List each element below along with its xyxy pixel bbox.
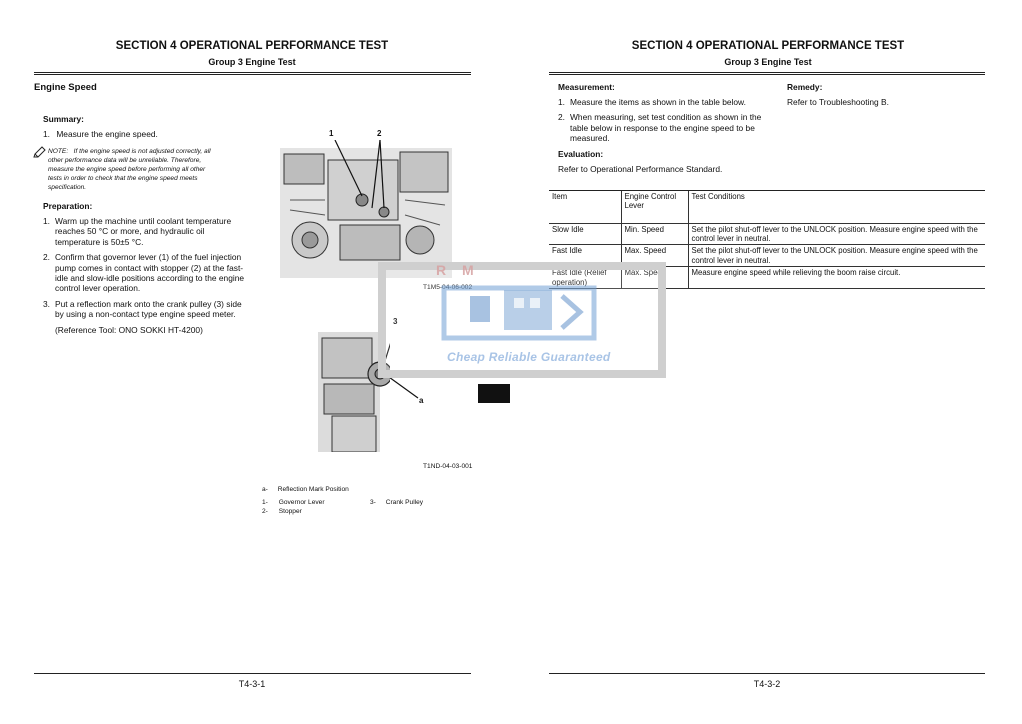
preparation-label: Preparation: — [43, 201, 93, 211]
summary-label: Summary: — [43, 114, 84, 124]
table-cell: Set the pilot shut-off lever to the UNLOCK position. Measure engine speed with the control lever in neutral. — [688, 223, 985, 245]
left-header-rule — [34, 72, 471, 75]
callout-1: 1 — [329, 129, 334, 138]
legend-key: 2- — [262, 508, 268, 515]
summary-item-number: 1. — [43, 129, 50, 139]
evaluation-label: Evaluation: — [558, 149, 604, 159]
governor-lever-figure — [280, 140, 452, 278]
note-line: measure the engine speed before performing all other — [48, 166, 206, 173]
item-number: 3. — [43, 298, 50, 309]
table-cell: Set the pilot shut-off lever to the UNLOCK position. Measure engine speed with the control lever in neutral. — [688, 245, 985, 267]
preparation-item — [43, 299, 268, 320]
item-line: table below in response to the engine speed to be — [570, 122, 755, 133]
left-footer-rule — [34, 673, 471, 674]
note-line: other performance data will be unreliable. Therefore, — [48, 157, 202, 164]
note-line-text: If the engine speed is not adjusted correctly, all — [73, 148, 211, 155]
table-cell: Max. Speed — [621, 267, 688, 289]
legend-entry — [370, 498, 423, 507]
table-cell: Measure engine speed while relieving the boom raise circuit. — [688, 267, 985, 289]
legend-entry — [262, 485, 349, 494]
legend-key: a- — [262, 486, 268, 493]
table-row — [549, 223, 985, 245]
note-block — [48, 147, 263, 192]
right-page-number: T4-3-2 — [753, 679, 781, 689]
item-line: by using a non-contact type engine speed meter. — [55, 309, 236, 320]
item-line: Confirm that governor lever (1) of the fuel injection — [55, 252, 242, 263]
figure1-code: T1M5-04-06-002 — [423, 284, 473, 291]
item-line: When measuring, set test condition as shown in the — [570, 112, 762, 123]
table-header-row — [549, 191, 985, 223]
note-line: specification. — [48, 184, 87, 191]
note-line: tests in order to check that the engine speed meets — [48, 175, 198, 182]
preparation-item — [43, 216, 268, 247]
measurement-label: Measurement: — [558, 82, 615, 92]
right-footer-rule — [549, 673, 985, 674]
item-line: measured. — [570, 133, 610, 144]
item-line: Warm up the machine until coolant temperature — [55, 216, 232, 226]
summary-list — [43, 129, 263, 139]
note-label: NOTE: — [48, 148, 69, 155]
measurement-item — [558, 97, 768, 107]
callout-2: 2 — [377, 129, 382, 138]
right-group-title: Group 3 Engine Test — [724, 57, 812, 67]
callout-a: a — [419, 396, 424, 405]
legend-key: 1- — [262, 499, 268, 506]
item-line: temperature is 50±5 °C. — [55, 236, 144, 247]
item-line: Put a reflection mark onto the crank pulley (3) side — [55, 298, 242, 309]
legend-key: 3- — [370, 499, 376, 506]
reference-tool: (Reference Tool: ONO SOKKI HT-4200) — [55, 325, 203, 335]
table-cell: Slow Idle — [549, 223, 621, 245]
note-line — [48, 147, 263, 156]
watermark-tagline: Cheap Reliable Guaranteed — [447, 350, 611, 364]
figure2-code: T1ND-04-03-001 — [423, 463, 473, 470]
item-line: reaches 50 °C or more, and hydraulic oil — [55, 226, 205, 237]
item-line: pump comes in contact with stopper (2) at the fast- — [55, 262, 244, 273]
summary-item-text: Measure the engine speed. — [56, 129, 158, 139]
item-number: 1. — [558, 97, 565, 107]
measurement-list — [558, 97, 768, 149]
item-number: 2. — [558, 112, 565, 123]
evaluation-text: Refer to Operational Performance Standard. — [558, 164, 723, 174]
item-line: idle and slow-idle positions according to the engine — [55, 273, 245, 284]
left-section-title: SECTION 4 OPERATIONAL PERFORMANCE TEST — [115, 40, 389, 52]
table-header-cell: Item — [549, 191, 621, 223]
table-cell: Fast Idle (Relief operation) — [549, 267, 621, 289]
item-number: 2. — [43, 252, 50, 263]
pencil-note-icon — [33, 145, 47, 157]
preparation-item — [43, 252, 268, 294]
measurement-item — [558, 112, 768, 143]
table-cell: Min. Speed — [621, 223, 688, 245]
item-line: control lever operation. — [55, 283, 141, 294]
legend-value: Reflection Mark Position — [277, 486, 349, 493]
engine-speed-heading: Engine Speed — [34, 82, 97, 93]
item-line: Measure the items as shown in the table below. — [570, 97, 746, 107]
legend-entry — [262, 507, 302, 516]
table-cell: Max. Speed — [621, 245, 688, 267]
black-marker — [478, 384, 510, 403]
legend-value: Crank Pulley — [385, 499, 424, 506]
table-header-cell: Test Conditions — [688, 191, 985, 223]
legend-entry — [262, 498, 325, 507]
preparation-list — [43, 216, 268, 325]
remedy-label: Remedy: — [787, 82, 823, 92]
table-cell: Fast Idle — [549, 245, 621, 267]
left-page-number: T4-3-1 — [238, 679, 266, 689]
callout-3: 3 — [393, 317, 398, 326]
remedy-text: Refer to Troubleshooting B. — [787, 97, 889, 107]
legend-value: Governor Lever — [278, 499, 325, 506]
table-header-cell: Engine Control Lever — [621, 191, 688, 223]
watermark-brand: R M — [436, 262, 480, 278]
item-number: 1. — [43, 216, 50, 226]
right-header-rule — [549, 72, 985, 75]
legend-value: Stopper — [278, 508, 302, 515]
left-group-title: Group 3 Engine Test — [208, 57, 296, 67]
right-section-title: SECTION 4 OPERATIONAL PERFORMANCE TEST — [631, 40, 905, 52]
